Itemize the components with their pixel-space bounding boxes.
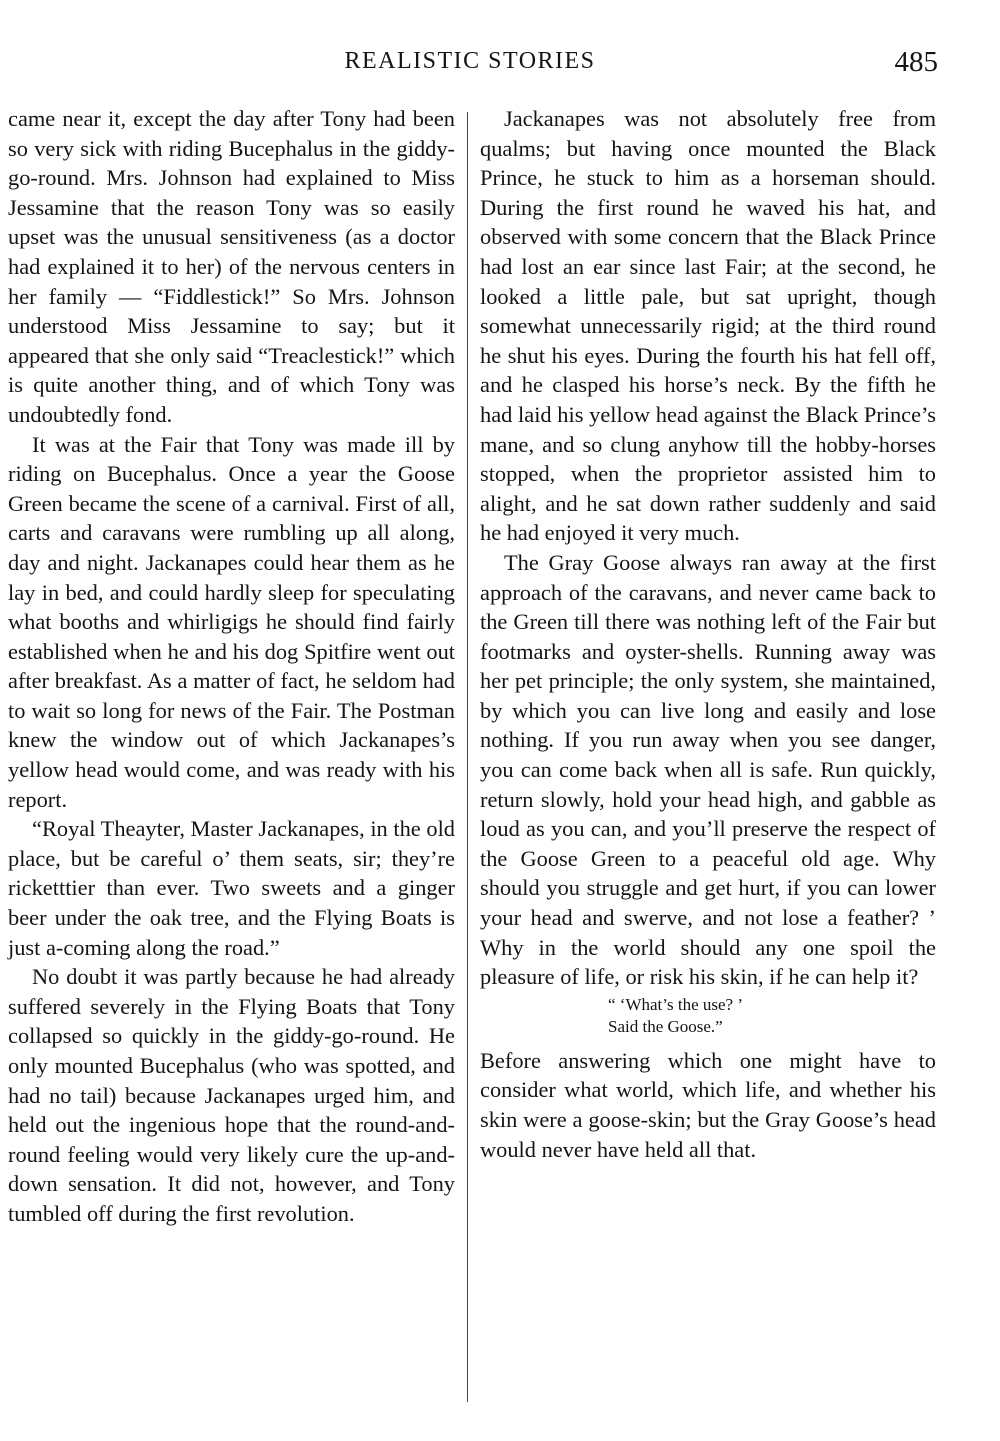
right-closing-paragraph: Before answering which one might have to consider what world, which life, and whether his skin were a goose-skin; but the Gray Goose’s head would never have held all that. <box>480 1047 936 1162</box>
left-paragraph-1: came near it, except the day after Tony had been so very sick with riding Bucephalus in the giddy-go-round. Mrs. Johnson had explained to Miss Jessamine that the reason Tony was so easily upset was the unusual sensitiveness (as a doctor had explained it to her) of the nervous centers in her family — “Fiddlestick!” So Mrs. Johnson understood Miss Jessamine to say; but it appeared that she only said “Treaclestick!” which is quite another thing, and of which Tony was undoubtedly fond. <box>8 106 455 427</box>
column-divider <box>467 112 468 1402</box>
left-paragraph-2: It was at the Fair that Tony was made ill by riding on Bucephalus. Once a year the Goose Green became the scene of a carnival. First of all, carts and caravans were rumbling up all along, day and night. Jackanapes could hear them as he lay in bed, and could hardly sleep for speculating what booths and whirligigs he should find fairly established when he and his dog Spitfire went out after breakfast. As a matter of fact, he seldom had to wait so long for news of the Fair. The Postman knew the window out of which Jackanapes’s yellow head would come, and was ready with his report. <box>8 431 455 812</box>
page-number: 485 <box>894 46 938 78</box>
quote-line-1: “ ‘What’s the use? ’ <box>608 994 743 1014</box>
left-paragraph-4: No doubt it was partly because he had already suffered severely in the Flying Boats that Tony collapsed so quickly in the giddy-go-round. He only mounted Bucephalus (who was spotted, and had no tail) because Jackanapes urged him, and held out the ingenious hope that the round-and-round feeling would very likely cure the up-and-down sensation. It did not, however, and Tony tumbled off during the first revolution. <box>8 964 455 1226</box>
right-column <box>480 104 936 1164</box>
right-paragraph-2: The Gray Goose always ran away at the first approach of the caravans, and never came back to the Green till there was nothing left of the Fair but footmarks and oyster-shells. Running away was her pet principle; the only system, she maintained, by which you can live long and easily and lose nothing. If you run away when you see danger, you can come back when all is safe. Run quickly, return slowly, hold your head high, and gabble as loud as you can, and you’ll preserve the respect of the Goose Green to a peaceful old age. Why should you struggle and get hurt, if you can lower your head and swerve, and not lose a feather? ’ Why in the world should any one spoil the pleasure of life, or risk his skin, if he can help it? <box>480 549 936 990</box>
goose-quote <box>608 994 936 1038</box>
quote-line-2: Said the Goose.” <box>608 1016 723 1036</box>
running-head-title: REALISTIC STORIES <box>344 48 596 74</box>
left-column <box>8 104 455 1229</box>
running-head <box>0 44 1000 80</box>
right-paragraph-1: Jackanapes was not absolutely free from qualms; but having once mounted the Black Prince, he stuck to him as a horseman should. During the first round he waved his hat, and observed with some concern that the Black Prince had lost an ear since last Fair; at the second, he looked a little pale, but sat upright, though somewhat unnecessarily rigid; at the third round he shut his eyes. During the fourth his hat fell off, and he clasped his horse’s neck. By the fifth he had laid his yellow head against the Black Prince’s mane, and so clung anyhow till the hobby-horses stopped, when the proprietor assisted him to alight, and he sat down rather suddenly and said he had enjoyed it very much. <box>480 106 936 546</box>
left-paragraph-3: “Royal Theayter, Master Jackanapes, in the old place, but be careful o’ them seats, sir; they’re ricketttier than ever. Two sweets and a ginger beer under the oak tree, and the Flying Boats is just a-coming along the road.” <box>8 816 455 960</box>
